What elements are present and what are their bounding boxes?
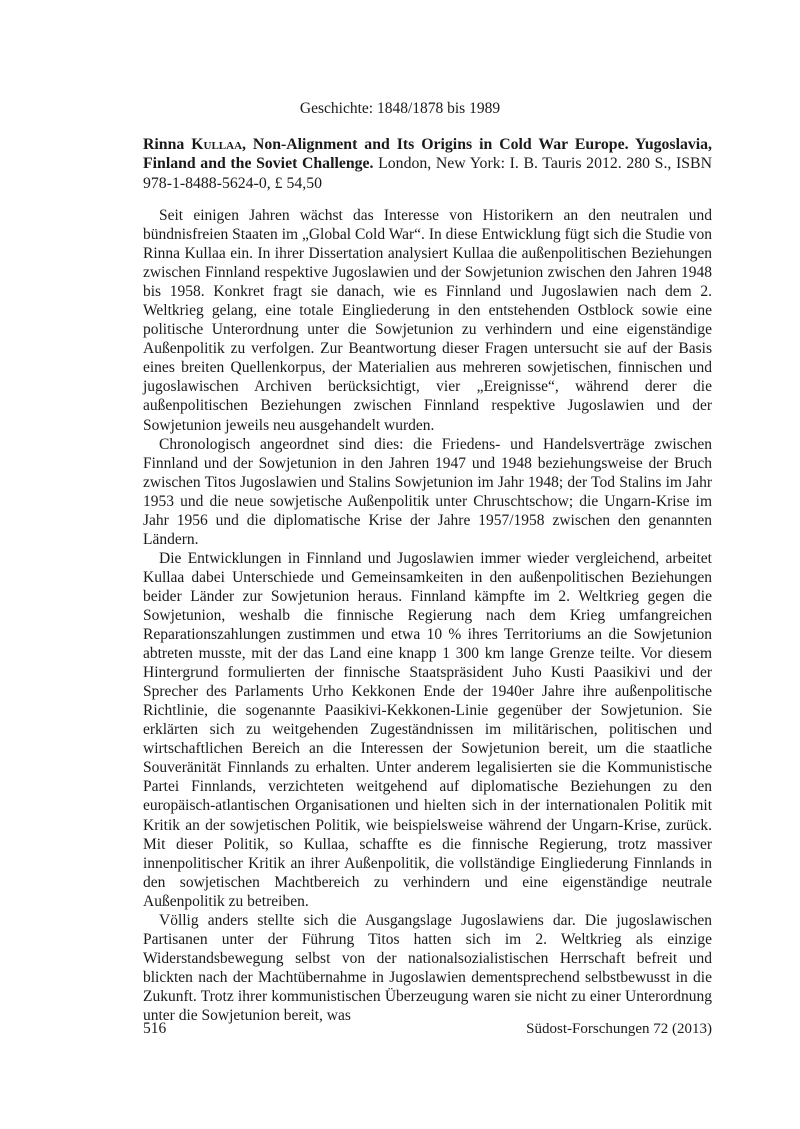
book-citation: [143, 135, 712, 193]
author-last-name: Kullaa: [191, 136, 243, 153]
running-head: Geschichte: 1848/1878 bis 1989: [299, 100, 501, 117]
review-body: [143, 206, 712, 1025]
page-number: 516: [143, 1020, 167, 1037]
paragraph: Völlig anders stellte sich die Ausgangslage Jugoslawiens dar. Die jugoslawischen Partisanen unter der Führung Titos hatten sich im 2. Weltkrieg als einzige Widerstandsbewegung selbst von der nationalsozialistischen Herrschaft befreit und blickten nach der Machtübernahme in Jugoslawien dementsprechend selbstbewusst in die Zukunft. Trotz ihrer kommunistischen Überzeugung waren sie nicht zu einer Unterordnung unter die Sowjetunion bereit, was: [143, 911, 712, 1024]
author-first-name: Rinna: [143, 136, 192, 153]
paragraph: Seit einigen Jahren wächst das Interesse von Historikern an den neutralen und bündnisfreien Staaten im „Global Cold War“. In diese Entwicklung fügt sich die Studie von Rinna Kullaa ein. In ihrer Dissertation analysiert Kullaa die außenpolitischen Beziehungen zwischen Finnland respektive Jugoslawien und der Sowjetunion zwischen den Jahren 1948 bis 1958. Konkret fragt sie danach, wie es Finnland und Jugoslawien nach dem 2. Weltkrieg gelang, eine totale Eingliederung in den entstehenden Ostblock sowie eine politische Unterordnung unter die Sowjetunion zu verhindern und eine eigenständige Außenpolitik zu verfolgen. Zur Beantwortung dieser Fragen untersucht sie auf der Basis eines breiten Quellenkorpus, der Materialien aus mehreren sowjetischen, finnischen und jugoslawischen Archiven berücksichtigt, vier „Ereignisse“, während derer die außenpolitischen Beziehungen zwischen Finnland respektive Jugoslawien und der Sowjetunion jeweils neu ausgehandelt wurden.: [143, 207, 712, 434]
paragraph: Chronologisch angeordnet sind dies: die Friedens- und Handelsverträge zwischen Finnland und der Sowjetunion in den Jahren 1947 und 1948 beziehungsweise der Bruch zwischen Titos Jugoslawien und Stalins Sowjetunion im Jahr 1948; der Tod Stalins im Jahr 1953 und die neue sowjetische Außenpolitik unter Chruschtschow; die Ungarn-Krise im Jahr 1956 und die diplomatische Krise der Jahre 1957/1958 zwischen den genannten Ländern.: [143, 435, 712, 548]
book-title: , Non-Alignment and Its Origins in Cold War Europe. Yugoslavia, Finland and the Soviet Challenge.: [143, 136, 713, 173]
paragraph: Die Entwicklungen in Finnland und Jugoslawien immer wieder vergleichend, arbeitet Kullaa dabei Unterschiede und Gemeinsamkeiten in den außenpolitischen Beziehungen beider Länder zur Sowjetunion heraus. Finnland kämpfte im 2. Weltkrieg gegen die Sowjetunion, weshalb die finnische Regierung nach dem Krieg umfangreichen Reparationszahlungen zustimmen und etwa 10 % ihres Territoriums an die Sowjetunion abtreten musste, mit der das Land eine knapp 1 300 km lange Grenze teilte. Vor diesem Hintergrund formulierten der finnische Staatspräsident Juho Kusti Paasikivi und der Sprecher des Parlaments Urho Kekkonen Ende der 1940er Jahre ihre außenpolitische Richtlinie, die sogenannte Paasikivi-Kekkonen-Linie gegenüber der Sowjetunion. Sie erklärten sich zu weitgehenden Zugeständnissen im militärischen, politischen und wirtschaftlichen Bereich an die Interessen der Sowjetunion bereit, um die staatliche Souveränität Finnlands zu erhalten. Unter anderem legalisierten sie die Kommunistische Partei Finnlands, verzichteten weitgehend auf diplomatische Beziehungen zu den europäisch-atlantischen Organisationen und hielten sich in der internationalen Politik mit Kritik an der sowjetischen Politik, wie beispielsweise während der Ungarn-Krise, zurück. Mit dieser Politik, so Kullaa, schaffte es die finnische Regierung, trotz massiver innenpolitischer Kritik an ihrer Außenpolitik, die vollständige Eingliederung Finnlands in den sowjetischen Machtbereich zu verhindern und eine eigenständige neutrale Außenpolitik zu betreiben.: [143, 549, 712, 910]
publication-details: London, New York: I. B. Tauris 2012. 280 S., ISBN 978-1-8488-5624-0, £ 54,50: [143, 155, 712, 192]
journal-footer: Südost-Forschungen 72 (2013): [526, 1021, 712, 1037]
